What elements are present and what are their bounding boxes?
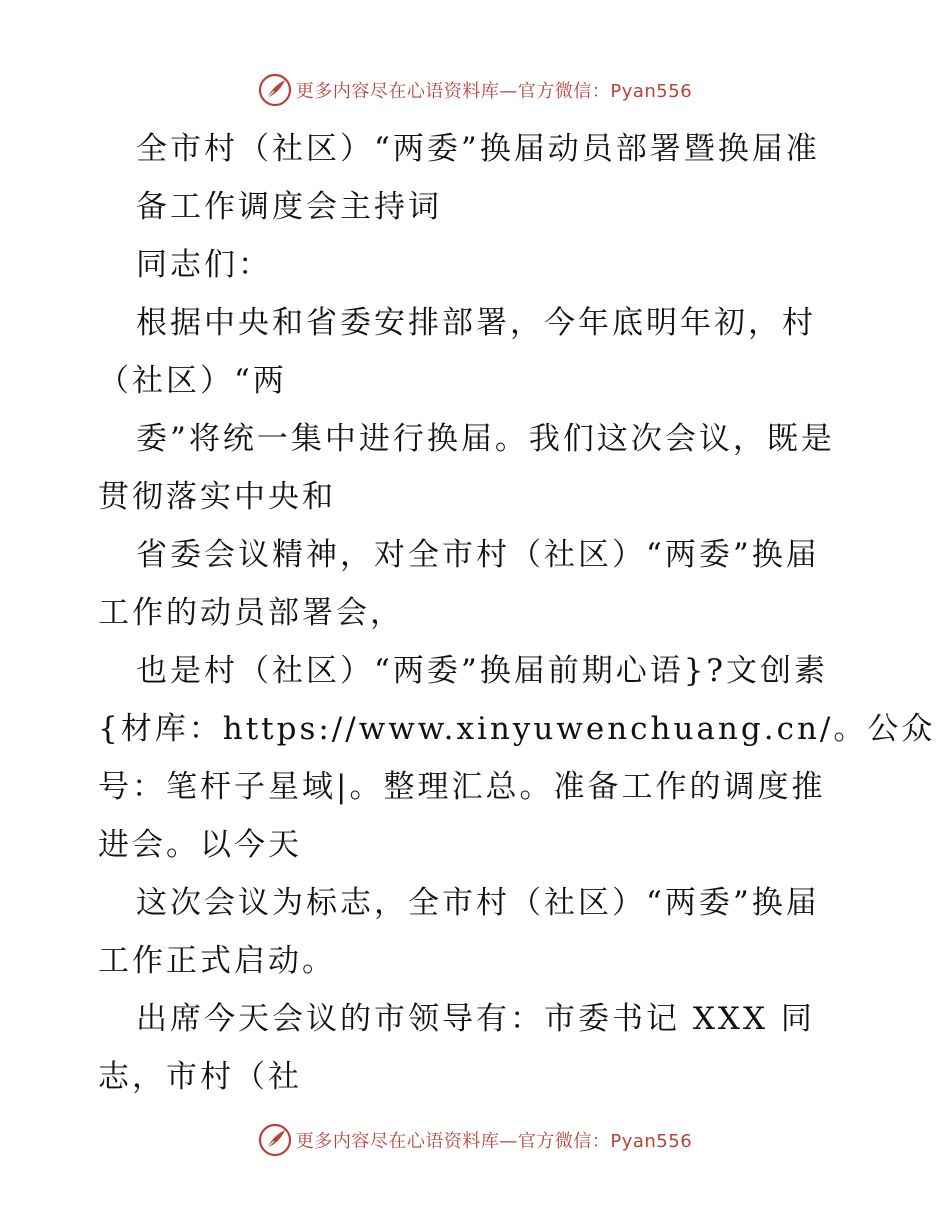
paragraph-line: 出席今天会议的市领导有：市委书记 XXX 同: [136, 1001, 815, 1037]
paragraph-line: 工作的动员部署会，: [98, 595, 404, 631]
paragraph-line: 这次会议为标志，全市村（社区）“两委”换届: [136, 885, 820, 921]
document-title-line-2: 备工作调度会主持词: [136, 189, 442, 225]
header-banner-text: 更多内容尽在心语资料库—官方微信：Pyan556: [295, 81, 693, 102]
paragraph-line: 根据中央和省委安排部署，今年底明年初，村: [136, 305, 816, 341]
paragraph-line: {材库：https://www.xinyuwenchuang.cn/。公众: [98, 711, 936, 747]
document-title-line-1: 全市村（社区）“两委”换届动员部署暨换届准: [136, 131, 820, 167]
feather-pen-logo-icon: [258, 73, 292, 107]
footer-banner-text: 更多内容尽在心语资料库—官方微信：Pyan556: [295, 1131, 693, 1152]
paragraph-line: 号：笔杆子星域|。整理汇总。准备工作的调度推: [98, 769, 826, 805]
paragraph-line: 也是村（社区）“两委”换届前期心语}?文创素: [136, 653, 829, 689]
paragraph-line: 志，市村（社: [98, 1059, 302, 1095]
paragraph-line: 工作正式启动。: [98, 943, 336, 979]
paragraph-line: （社区）“两: [98, 363, 287, 399]
header-banner: [0, 70, 950, 110]
salutation: 同志们：: [136, 247, 272, 283]
footer-banner: [0, 1120, 950, 1160]
feather-pen-logo-icon: [258, 1123, 292, 1157]
paragraph-line: 省委会议精神，对全市村（社区）“两委”换届: [136, 537, 820, 573]
paragraph-line: 进会。以今天: [98, 827, 302, 863]
paragraph-line: 贯彻落实中央和: [98, 479, 336, 515]
paragraph-line: 委”将统一集中进行换届。我们这次会议，既是: [136, 421, 835, 457]
